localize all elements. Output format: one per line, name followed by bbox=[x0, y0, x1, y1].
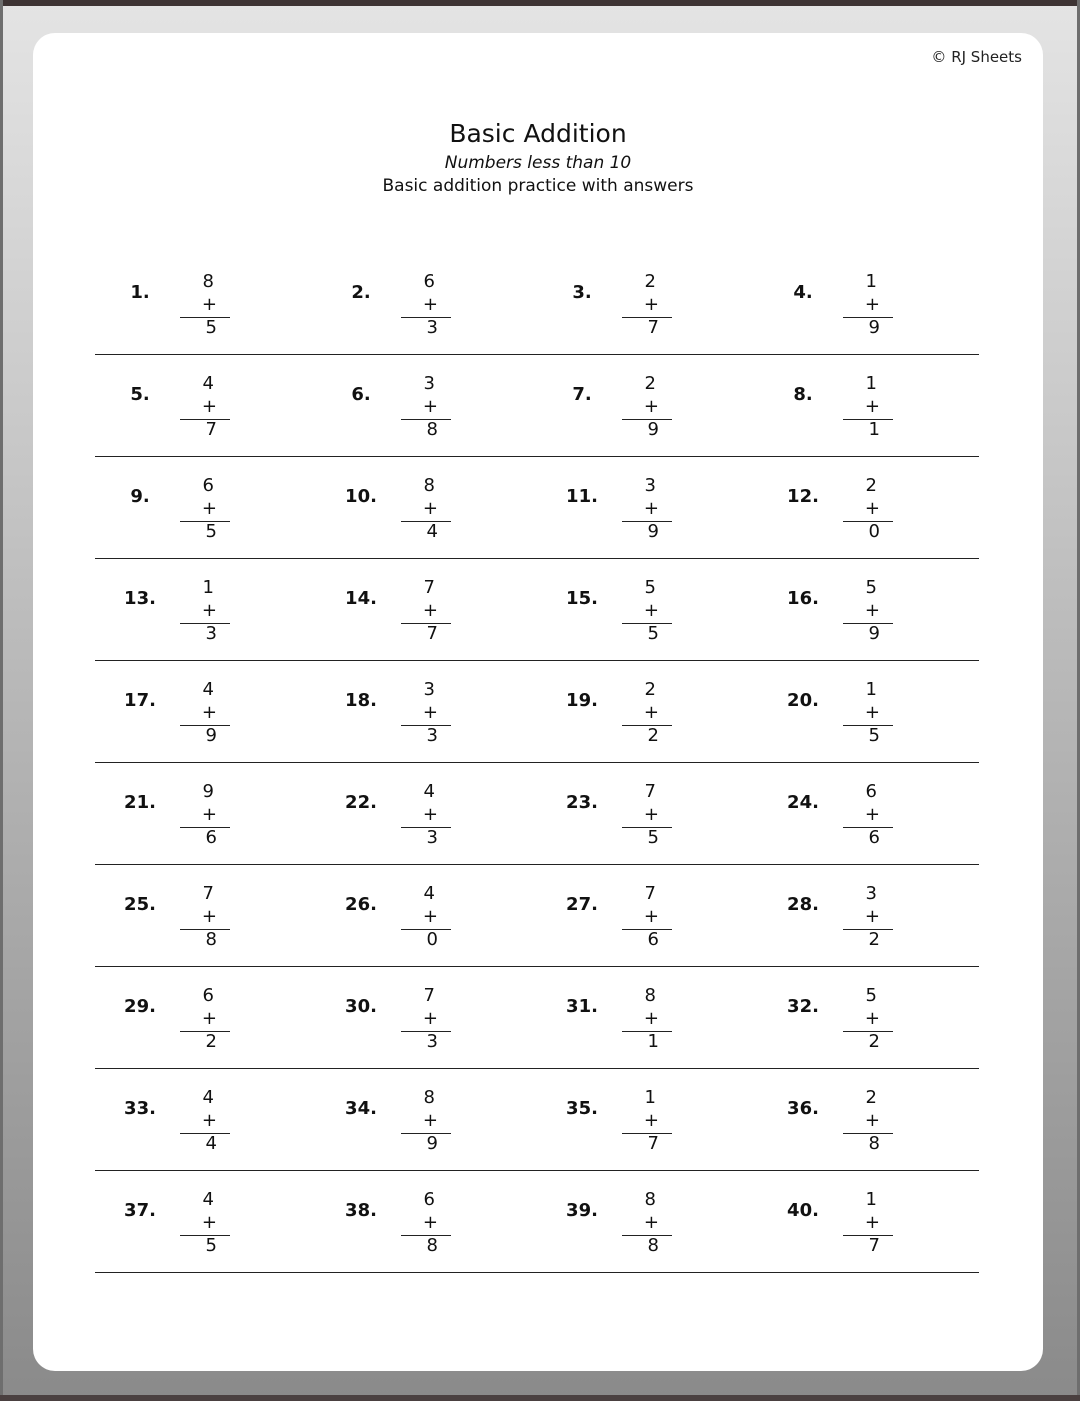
addition-problem bbox=[758, 1171, 978, 1271]
problem-stack bbox=[843, 1188, 893, 1256]
second-addend: + 5 bbox=[622, 803, 672, 828]
problem-stack bbox=[401, 270, 451, 338]
problem-stack bbox=[622, 678, 672, 746]
problem-number: 31. bbox=[566, 996, 598, 1017]
addition-problem bbox=[537, 253, 757, 353]
first-addend: 1 bbox=[644, 1087, 656, 1108]
window-left-edge bbox=[0, 0, 3, 1401]
problem-number: 15. bbox=[566, 588, 598, 609]
addition-problem bbox=[758, 1069, 978, 1169]
problem-number: 37. bbox=[124, 1200, 156, 1221]
first-addend: 2 bbox=[644, 373, 656, 394]
second-addend: + 2 bbox=[180, 1007, 230, 1032]
problem-stack bbox=[843, 780, 893, 848]
problem-stack bbox=[843, 474, 893, 542]
second-addend: + 5 bbox=[180, 1211, 230, 1236]
problem-row bbox=[95, 559, 979, 661]
first-addend: 2 bbox=[865, 475, 877, 496]
problem-stack bbox=[180, 780, 230, 848]
second-addend: + 7 bbox=[401, 599, 451, 624]
first-addend: 1 bbox=[865, 679, 877, 700]
problem-number: 8. bbox=[793, 384, 813, 405]
problem-row bbox=[95, 457, 979, 559]
first-addend: 6 bbox=[202, 985, 214, 1006]
second-addend: + 0 bbox=[843, 497, 893, 522]
problem-number: 23. bbox=[566, 792, 598, 813]
first-addend: 7 bbox=[644, 883, 656, 904]
problem-row bbox=[95, 355, 979, 457]
first-addend: 5 bbox=[865, 985, 877, 1006]
second-addend: + 1 bbox=[843, 395, 893, 420]
second-addend: + 6 bbox=[622, 905, 672, 930]
problem-number: 27. bbox=[566, 894, 598, 915]
problem-stack bbox=[180, 270, 230, 338]
addition-problem bbox=[537, 1069, 757, 1169]
first-addend: 3 bbox=[644, 475, 656, 496]
problem-number: 40. bbox=[787, 1200, 819, 1221]
problem-row bbox=[95, 763, 979, 865]
first-addend: 1 bbox=[865, 271, 877, 292]
addition-problem bbox=[316, 865, 536, 965]
problem-number: 14. bbox=[345, 588, 377, 609]
first-addend: 7 bbox=[423, 577, 435, 598]
addition-problem bbox=[316, 457, 536, 557]
second-addend: + 9 bbox=[180, 701, 230, 726]
problem-number: 13. bbox=[124, 588, 156, 609]
addition-problem bbox=[758, 253, 978, 353]
addition-problem bbox=[95, 253, 315, 353]
problem-row bbox=[95, 865, 979, 967]
problem-stack bbox=[401, 372, 451, 440]
problem-stack bbox=[180, 882, 230, 950]
first-addend: 2 bbox=[865, 1087, 877, 1108]
addition-problem bbox=[758, 661, 978, 761]
problem-stack bbox=[401, 474, 451, 542]
problem-stack bbox=[401, 984, 451, 1052]
first-addend: 8 bbox=[644, 985, 656, 1006]
second-addend: + 8 bbox=[180, 905, 230, 930]
problem-stack bbox=[401, 780, 451, 848]
addition-problem bbox=[316, 661, 536, 761]
first-addend: 8 bbox=[644, 1189, 656, 1210]
addition-problem bbox=[537, 559, 757, 659]
problem-stack bbox=[843, 984, 893, 1052]
first-addend: 4 bbox=[423, 883, 435, 904]
problem-row bbox=[95, 1069, 979, 1171]
problem-number: 25. bbox=[124, 894, 156, 915]
first-addend: 2 bbox=[644, 271, 656, 292]
window-top-edge bbox=[0, 0, 1080, 6]
addition-problem bbox=[95, 1171, 315, 1271]
copyright-notice: © RJ Sheets bbox=[931, 48, 1022, 66]
first-addend: 8 bbox=[423, 475, 435, 496]
problem-number: 22. bbox=[345, 792, 377, 813]
problem-stack bbox=[622, 984, 672, 1052]
problem-number: 35. bbox=[566, 1098, 598, 1119]
first-addend: 4 bbox=[202, 1189, 214, 1210]
second-addend: + 3 bbox=[401, 293, 451, 318]
second-addend: + 2 bbox=[843, 1007, 893, 1032]
problem-grid bbox=[95, 253, 979, 1273]
addition-problem bbox=[316, 763, 536, 863]
second-addend: + 8 bbox=[401, 1211, 451, 1236]
problem-number: 1. bbox=[130, 282, 150, 303]
problem-row bbox=[95, 967, 979, 1069]
addition-problem bbox=[758, 559, 978, 659]
problem-number: 2. bbox=[351, 282, 371, 303]
first-addend: 8 bbox=[423, 1087, 435, 1108]
addition-problem bbox=[537, 967, 757, 1067]
first-addend: 1 bbox=[865, 1189, 877, 1210]
problem-stack bbox=[180, 576, 230, 644]
problem-number: 11. bbox=[566, 486, 598, 507]
problem-stack bbox=[180, 1086, 230, 1154]
second-addend: + 3 bbox=[401, 803, 451, 828]
addition-problem bbox=[95, 967, 315, 1067]
addition-problem bbox=[95, 1069, 315, 1169]
first-addend: 6 bbox=[202, 475, 214, 496]
problem-stack bbox=[622, 372, 672, 440]
addition-problem bbox=[537, 763, 757, 863]
problem-number: 21. bbox=[124, 792, 156, 813]
second-addend: + 8 bbox=[622, 1211, 672, 1236]
problem-stack bbox=[180, 372, 230, 440]
first-addend: 7 bbox=[202, 883, 214, 904]
addition-problem bbox=[95, 763, 315, 863]
first-addend: 3 bbox=[423, 679, 435, 700]
second-addend: + 7 bbox=[843, 1211, 893, 1236]
first-addend: 4 bbox=[202, 679, 214, 700]
second-addend: + 7 bbox=[180, 395, 230, 420]
addition-problem bbox=[316, 253, 536, 353]
problem-number: 5. bbox=[130, 384, 150, 405]
problem-number: 18. bbox=[345, 690, 377, 711]
second-addend: + 5 bbox=[622, 599, 672, 624]
problem-number: 24. bbox=[787, 792, 819, 813]
problem-stack bbox=[843, 372, 893, 440]
addition-problem bbox=[316, 559, 536, 659]
second-addend: + 0 bbox=[401, 905, 451, 930]
addition-problem bbox=[537, 457, 757, 557]
second-addend: + 8 bbox=[401, 395, 451, 420]
addition-problem bbox=[316, 1069, 536, 1169]
addition-problem bbox=[537, 1171, 757, 1271]
problem-stack bbox=[401, 1086, 451, 1154]
worksheet-description: Basic addition practice with answers bbox=[382, 176, 694, 196]
first-addend: 1 bbox=[202, 577, 214, 598]
addition-problem bbox=[95, 355, 315, 455]
problem-stack bbox=[180, 984, 230, 1052]
second-addend: + 9 bbox=[843, 599, 893, 624]
addition-problem bbox=[95, 457, 315, 557]
problem-number: 10. bbox=[345, 486, 377, 507]
problem-number: 12. bbox=[787, 486, 819, 507]
second-addend: + 5 bbox=[180, 293, 230, 318]
problem-stack bbox=[843, 576, 893, 644]
addition-problem bbox=[316, 967, 536, 1067]
second-addend: + 5 bbox=[180, 497, 230, 522]
first-addend: 3 bbox=[865, 883, 877, 904]
worksheet-page bbox=[33, 33, 1043, 1371]
first-addend: 7 bbox=[423, 985, 435, 1006]
addition-problem bbox=[758, 457, 978, 557]
first-addend: 1 bbox=[865, 373, 877, 394]
first-addend: 2 bbox=[644, 679, 656, 700]
second-addend: + 9 bbox=[401, 1109, 451, 1134]
problem-number: 32. bbox=[787, 996, 819, 1017]
addition-problem bbox=[95, 559, 315, 659]
addition-problem bbox=[316, 1171, 536, 1271]
problem-number: 34. bbox=[345, 1098, 377, 1119]
worksheet-subtitle: Numbers less than 10 bbox=[444, 153, 632, 173]
addition-problem bbox=[95, 865, 315, 965]
second-addend: + 6 bbox=[843, 803, 893, 828]
addition-problem bbox=[537, 355, 757, 455]
second-addend: + 8 bbox=[843, 1109, 893, 1134]
problem-stack bbox=[622, 576, 672, 644]
first-addend: 6 bbox=[423, 271, 435, 292]
problem-stack bbox=[622, 780, 672, 848]
second-addend: + 3 bbox=[401, 1007, 451, 1032]
first-addend: 9 bbox=[202, 781, 214, 802]
problem-number: 19. bbox=[566, 690, 598, 711]
problem-stack bbox=[401, 678, 451, 746]
second-addend: + 6 bbox=[180, 803, 230, 828]
first-addend: 5 bbox=[865, 577, 877, 598]
problem-number: 16. bbox=[787, 588, 819, 609]
addition-problem bbox=[758, 763, 978, 863]
first-addend: 4 bbox=[202, 1087, 214, 1108]
problem-stack bbox=[401, 576, 451, 644]
second-addend: + 9 bbox=[843, 293, 893, 318]
first-addend: 4 bbox=[423, 781, 435, 802]
second-addend: + 5 bbox=[843, 701, 893, 726]
addition-problem bbox=[537, 865, 757, 965]
problem-stack bbox=[180, 474, 230, 542]
problem-stack bbox=[401, 1188, 451, 1256]
problem-number: 28. bbox=[787, 894, 819, 915]
first-addend: 3 bbox=[423, 373, 435, 394]
problem-stack bbox=[622, 474, 672, 542]
second-addend: + 2 bbox=[843, 905, 893, 930]
problem-stack bbox=[622, 270, 672, 338]
problem-number: 38. bbox=[345, 1200, 377, 1221]
problem-number: 26. bbox=[345, 894, 377, 915]
first-addend: 8 bbox=[202, 271, 214, 292]
problem-stack bbox=[401, 882, 451, 950]
second-addend: + 4 bbox=[180, 1109, 230, 1134]
second-addend: + 3 bbox=[401, 701, 451, 726]
problem-number: 4. bbox=[793, 282, 813, 303]
second-addend: + 2 bbox=[622, 701, 672, 726]
second-addend: + 1 bbox=[622, 1007, 672, 1032]
problem-number: 3. bbox=[572, 282, 592, 303]
problem-stack bbox=[843, 882, 893, 950]
problem-stack bbox=[622, 882, 672, 950]
problem-number: 9. bbox=[130, 486, 150, 507]
worksheet-title: Basic Addition bbox=[449, 119, 627, 148]
problem-number: 36. bbox=[787, 1098, 819, 1119]
first-addend: 4 bbox=[202, 373, 214, 394]
problem-row bbox=[95, 1171, 979, 1273]
problem-number: 7. bbox=[572, 384, 592, 405]
problem-stack bbox=[843, 270, 893, 338]
first-addend: 6 bbox=[423, 1189, 435, 1210]
problem-number: 29. bbox=[124, 996, 156, 1017]
problem-number: 30. bbox=[345, 996, 377, 1017]
problem-stack bbox=[180, 1188, 230, 1256]
problem-number: 20. bbox=[787, 690, 819, 711]
addition-problem bbox=[758, 865, 978, 965]
problem-stack bbox=[843, 1086, 893, 1154]
second-addend: + 7 bbox=[622, 1109, 672, 1134]
second-addend: + 4 bbox=[401, 497, 451, 522]
addition-problem bbox=[316, 355, 536, 455]
second-addend: + 3 bbox=[180, 599, 230, 624]
problem-stack bbox=[622, 1086, 672, 1154]
problem-stack bbox=[622, 1188, 672, 1256]
problem-number: 39. bbox=[566, 1200, 598, 1221]
second-addend: + 9 bbox=[622, 497, 672, 522]
problem-stack bbox=[180, 678, 230, 746]
problem-row bbox=[95, 253, 979, 355]
problem-number: 17. bbox=[124, 690, 156, 711]
second-addend: + 7 bbox=[622, 293, 672, 318]
addition-problem bbox=[758, 355, 978, 455]
second-addend: + 9 bbox=[622, 395, 672, 420]
first-addend: 5 bbox=[644, 577, 656, 598]
problem-stack bbox=[843, 678, 893, 746]
addition-problem bbox=[95, 661, 315, 761]
first-addend: 6 bbox=[865, 781, 877, 802]
problem-number: 33. bbox=[124, 1098, 156, 1119]
window-bottom-edge bbox=[0, 1395, 1080, 1401]
first-addend: 7 bbox=[644, 781, 656, 802]
problem-number: 6. bbox=[351, 384, 371, 405]
problem-row bbox=[95, 661, 979, 763]
addition-problem bbox=[758, 967, 978, 1067]
addition-problem bbox=[537, 661, 757, 761]
